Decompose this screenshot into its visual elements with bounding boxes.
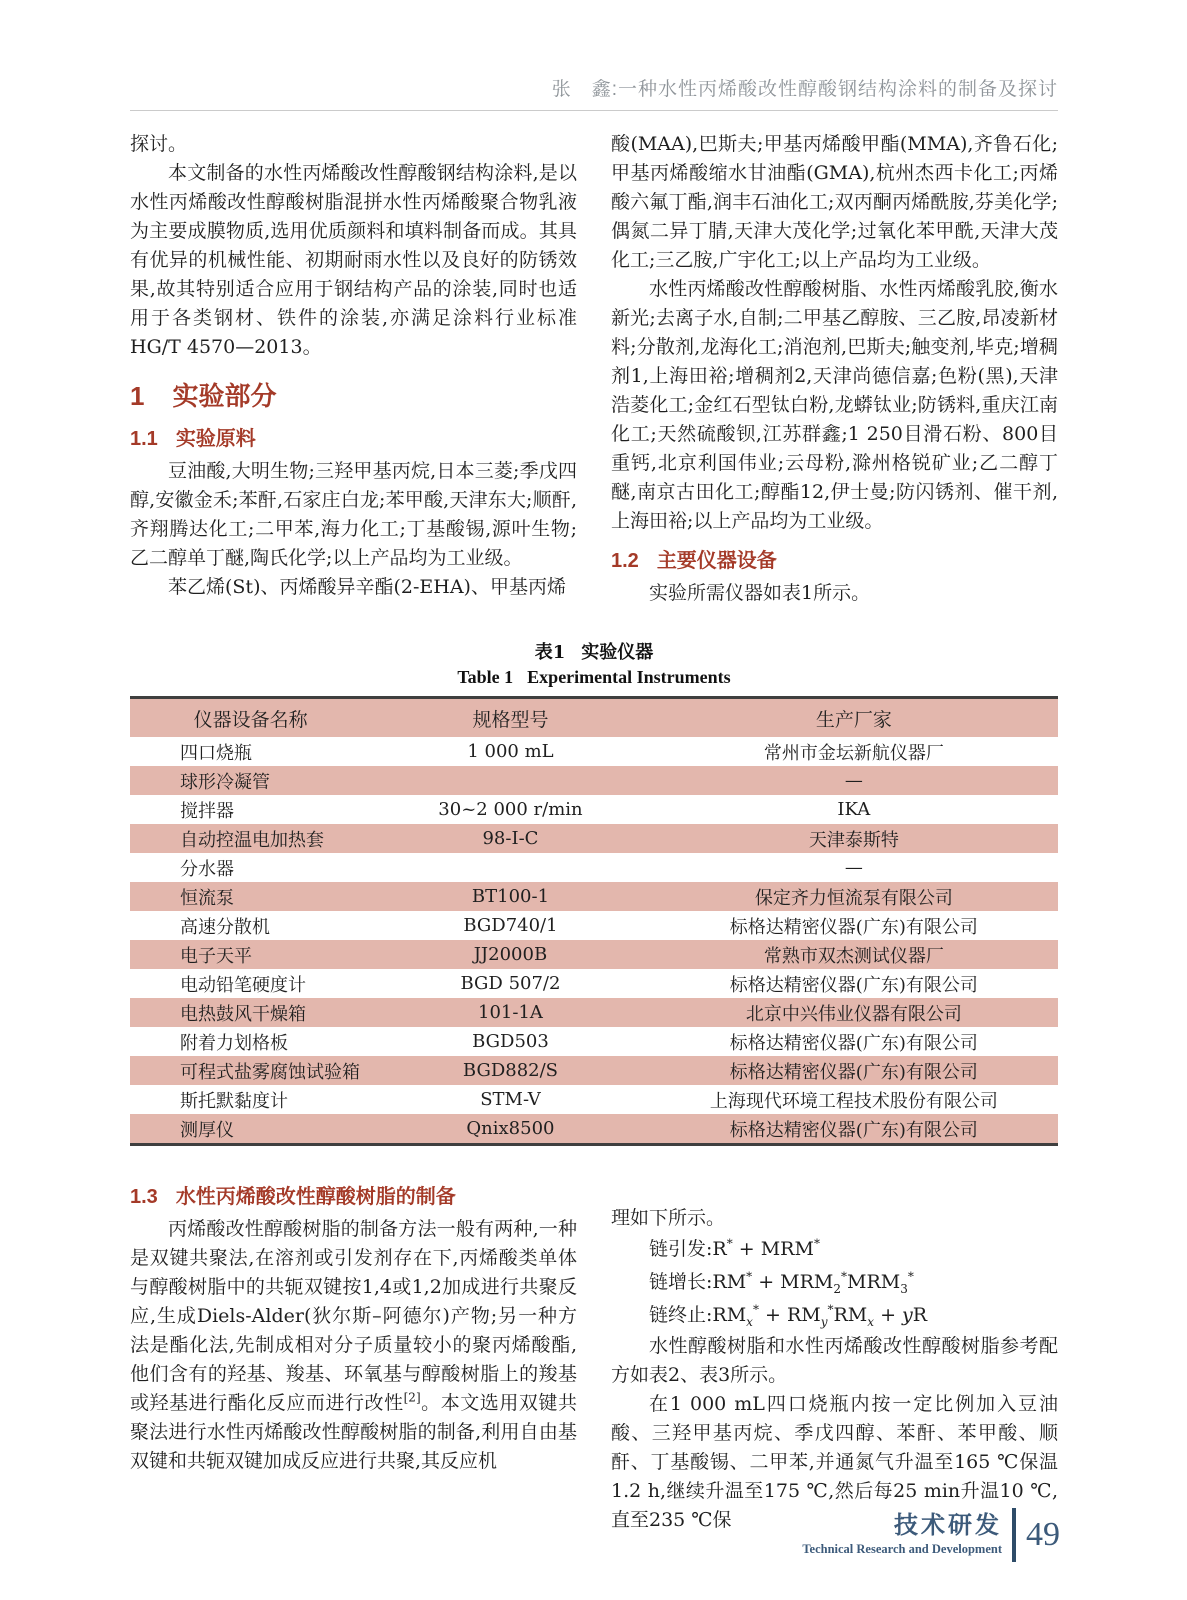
heading-text: 水性丙烯酸改性醇酸树脂的制备 — [175, 1186, 456, 1208]
column-header-spec: 规格型号 — [472, 708, 549, 731]
footer-section-title — [802, 1513, 1002, 1557]
table-row — [130, 911, 1058, 940]
table-cell: 高速分散机 — [180, 916, 270, 938]
table-cell: 标格达精密仪器(广东)有限公司 — [729, 916, 978, 938]
table-cell: Qnix8500 — [466, 1118, 555, 1139]
table-cell — [371, 853, 649, 882]
table-cell: 北京中兴伟业仪器有限公司 — [745, 1003, 962, 1025]
table-cell: BGD740/1 — [463, 915, 558, 936]
table-row — [130, 940, 1058, 969]
page-footer — [802, 1508, 1060, 1562]
table-row — [130, 795, 1058, 824]
table-cell: 保定齐力恒流泵有限公司 — [754, 887, 953, 909]
table-cell: 标格达精密仪器(广东)有限公司 — [729, 1032, 978, 1054]
formula-chain-initiation: 链引发:R* + MRM* — [649, 1236, 820, 1260]
table-row — [130, 1027, 1058, 1056]
table-cell: 可程式盐雾腐蚀试验箱 — [180, 1061, 360, 1083]
table-cell: — — [844, 857, 863, 878]
paragraph: 酸(MAA),巴斯夫;甲基丙烯酸甲酯(MMA),齐鲁石化;甲基丙烯酸缩水甘油酯(GMA),杭州杰西卡化工;丙烯酸六氟丁酯,润丰石油化工;双丙酮丙烯酰胺,芬美化学;偶氮二异丁腈,天津大茂化学;过氧化苯甲酰,天津大茂化工;三乙胺,广宇化工;以上产品均为工业级。 — [611, 133, 1058, 271]
paragraph: 本文制备的水性丙烯酸改性醇酸钢结构涂料,是以水性丙烯酸改性醇酸树脂混拼水性丙烯酸聚合物乳液为主要成膜物质,选用优质颜料和填料制备而成。其具有优异的机械性能、初期耐雨水性以及良好的防锈效果,故其特别适合应用于钢结构产品的涂装,同时也适用于各类钢材、铁件的涂装,亦满足涂料行业标准HG/T 4570—2013。 — [130, 162, 577, 358]
paragraph: 在1 000 mL四口烧瓶内按一定比例加入豆油酸、三羟甲基丙烷、季戊四醇、苯酐、苯甲酸、顺酐、丁基酸锡、二甲苯,并通氮气升温至165 ℃保温1.2 h,继续升温至175 ℃,然后每25 min升温10 ℃,直至235 ℃保 — [611, 1393, 1058, 1531]
left-column-top — [130, 130, 577, 638]
table-header-row — [130, 698, 1058, 738]
table-cell: 标格达精密仪器(广东)有限公司 — [729, 1119, 978, 1141]
table-cell: 电子天平 — [180, 945, 252, 967]
footer-section-cn: 技术研发 — [894, 1511, 1002, 1539]
table-row — [130, 824, 1058, 853]
upper-two-columns — [130, 130, 1058, 638]
table-cell: 上海现代环境工程技术股份有限公司 — [709, 1090, 998, 1112]
right-column-top — [611, 130, 1058, 638]
heading-number: 1.1 — [130, 428, 158, 450]
heading-number: 1.2 — [611, 550, 639, 572]
paragraph: 水性醇酸树脂和水性丙烯酸改性醇酸树脂参考配方如表2、表3所示。 — [611, 1335, 1058, 1386]
table-row — [130, 766, 1058, 795]
table-cell: 标格达精密仪器(广东)有限公司 — [729, 1061, 978, 1083]
table-label-en: Table 1 — [457, 667, 514, 687]
table-cell: 电动铅笔硬度计 — [180, 974, 306, 996]
table-title-cn — [130, 638, 1058, 664]
heading-number: 1.3 — [130, 1186, 158, 1208]
subsection-heading-instruments — [611, 544, 1058, 573]
table-cell: 测厚仪 — [180, 1119, 234, 1141]
table-cell: 附着力划格板 — [180, 1032, 288, 1054]
paragraph: 水性丙烯酸改性醇酸树脂、水性丙烯酸乳胶,衡水新光;去离子水,自制;二甲基乙醇胺、三乙胺,昂凌新材料;分散剂,龙海化工;消泡剂,巴斯夫;触变剂,毕克;增稠剂1,上海田裕;增稠剂2,天津尚德信嘉;色粉(黑),天津浩菱化工;金红石型钛白粉,龙蟒钛业;防锈料,重庆江南化工;天然硫酸钡,江苏群鑫;1 250目滑石粉、800目重钙,北京利国伟业;云母粉,滁州格锐矿业;乙二醇丁醚,南京古田化工;醇酯12,伊士曼;防闪锈剂、催干剂,上海田裕;以上产品均为工业级。 — [611, 278, 1058, 532]
table-row — [130, 737, 1058, 766]
table-cell: JJ2000B — [473, 944, 548, 965]
table-row — [130, 1085, 1058, 1114]
table-cell: 标格达精密仪器(广东)有限公司 — [729, 974, 978, 996]
table-cell: 搅拌器 — [180, 800, 234, 822]
paragraph: 实验所需仪器如表1所示。 — [649, 582, 871, 604]
table-caption-cn: 实验仪器 — [581, 642, 654, 663]
table-cell: IKA — [837, 799, 871, 820]
paragraph: 理如下所示。 — [611, 1207, 726, 1229]
paragraph: 豆油酸,大明生物;三羟甲基丙烷,日本三菱;季戊四醇,安徽金禾;苯酐,石家庄白龙;苯甲酸,天津东大;顺酐,齐翔腾达化工;二甲苯,海力化工;丁基酸锡,源叶生物;乙二醇单丁醚,陶氏化学;以上产品均为工业级。 — [130, 460, 577, 569]
table-cell: 101-1A — [478, 1002, 543, 1023]
column-header-name: 仪器设备名称 — [193, 708, 308, 731]
table-cell: 自动控温电加热套 — [180, 829, 324, 851]
footer-divider — [1012, 1508, 1016, 1562]
table-cell: 斯托默黏度计 — [180, 1090, 288, 1112]
table-cell: 球形冷凝管 — [180, 771, 270, 793]
paragraph: 苯乙烯(St)、丙烯酸异辛酯(2-EHA)、甲基丙烯 — [168, 576, 566, 598]
table-cell: BGD882/S — [462, 1060, 559, 1081]
table-cell: 常熟市双杰测试仪器厂 — [763, 945, 944, 967]
subsection-heading-preparation — [130, 1180, 577, 1209]
table-cell: 四口烧瓶 — [180, 742, 252, 764]
table-caption-en: Experimental Instruments — [527, 667, 731, 687]
table-row — [130, 1056, 1058, 1085]
running-head — [130, 74, 1058, 111]
page-body — [130, 130, 1058, 1535]
table-cell: 天津泰斯特 — [808, 829, 899, 851]
table-cell: 1 000 mL — [467, 741, 554, 762]
subsection-heading-raw-materials — [130, 422, 577, 451]
instruments-table — [130, 696, 1058, 1146]
heading-text: 主要仪器设备 — [656, 550, 777, 572]
table-header — [130, 698, 1058, 738]
formula-chain-termination: 链终止$:RM_x^* + RM_y^*RM_x$ + yR — [649, 1302, 928, 1329]
page-number: 49 — [1026, 1516, 1060, 1553]
table-1-block — [130, 638, 1058, 1146]
table-cell: 恒流泵 — [180, 887, 234, 909]
table-cell: BGD 507/2 — [460, 973, 561, 994]
table-cell: 98-I-C — [482, 828, 539, 849]
table-row — [130, 1114, 1058, 1145]
heading-number: 1 — [130, 381, 145, 411]
table-cell: 电热鼓风干燥箱 — [180, 1003, 306, 1025]
paragraph: 丙烯酸改性醇酸树脂的制备方法一般有两种,一种是双键共聚法,在溶剂或引发剂存在下,丙烯酸类单体与醇酸树脂中的共轭双键按1,4或1,2加成进行共聚反应,生成Diels-Alder(狄尔斯–阿德尔)产物;另一种方法是酯化法,先制成相对分子质量较小的聚丙烯酸酯,他们含有的羟基、羧基、环氧基与醇酸树脂上的羧基或羟基进行酯化反应而进行改性[2]。本文选用双键共聚法进行水性丙烯酸改性醇酸树脂的制备,利用自由基双键和共轭双键加成反应进行共聚,其反应机 — [130, 1218, 577, 1472]
section-heading-experiment — [130, 376, 577, 413]
table-cell: STM-V — [480, 1089, 541, 1110]
table-body — [130, 737, 1058, 1145]
left-column-bottom — [130, 1172, 577, 1535]
table-title-en — [130, 667, 1058, 688]
table-row — [130, 853, 1058, 882]
table-cell: 常州市金坛新航仪器厂 — [763, 742, 944, 764]
lower-two-columns — [130, 1172, 1058, 1535]
table-row — [130, 969, 1058, 998]
table-row — [130, 998, 1058, 1027]
table-cell — [371, 766, 649, 795]
footer-section-en: Technical Research and Development — [802, 1542, 1002, 1557]
table-row — [130, 882, 1058, 911]
table-cell: 30~2 000 r/min — [438, 799, 583, 820]
table-cell: BT100-1 — [471, 886, 550, 907]
column-header-manufacturer: 生产厂家 — [815, 708, 892, 731]
table-cell: — — [844, 770, 863, 791]
table-cell: BGD503 — [472, 1031, 549, 1052]
table-cell: 分水器 — [180, 858, 234, 880]
table-label-cn: 表1 — [534, 642, 566, 663]
running-head-text: 张 鑫:一种水性丙烯酸改性醇酸钢结构涂料的制备及探讨 — [551, 79, 1058, 100]
formula-chain-propagation: 链增长:RM* + $MRM_2^*MRM_3^*$ — [649, 1269, 914, 1296]
paragraph: 探讨。 — [130, 133, 188, 155]
right-column-bottom — [611, 1172, 1058, 1535]
heading-text: 实验原料 — [175, 428, 256, 450]
heading-text: 实验部分 — [172, 381, 277, 411]
